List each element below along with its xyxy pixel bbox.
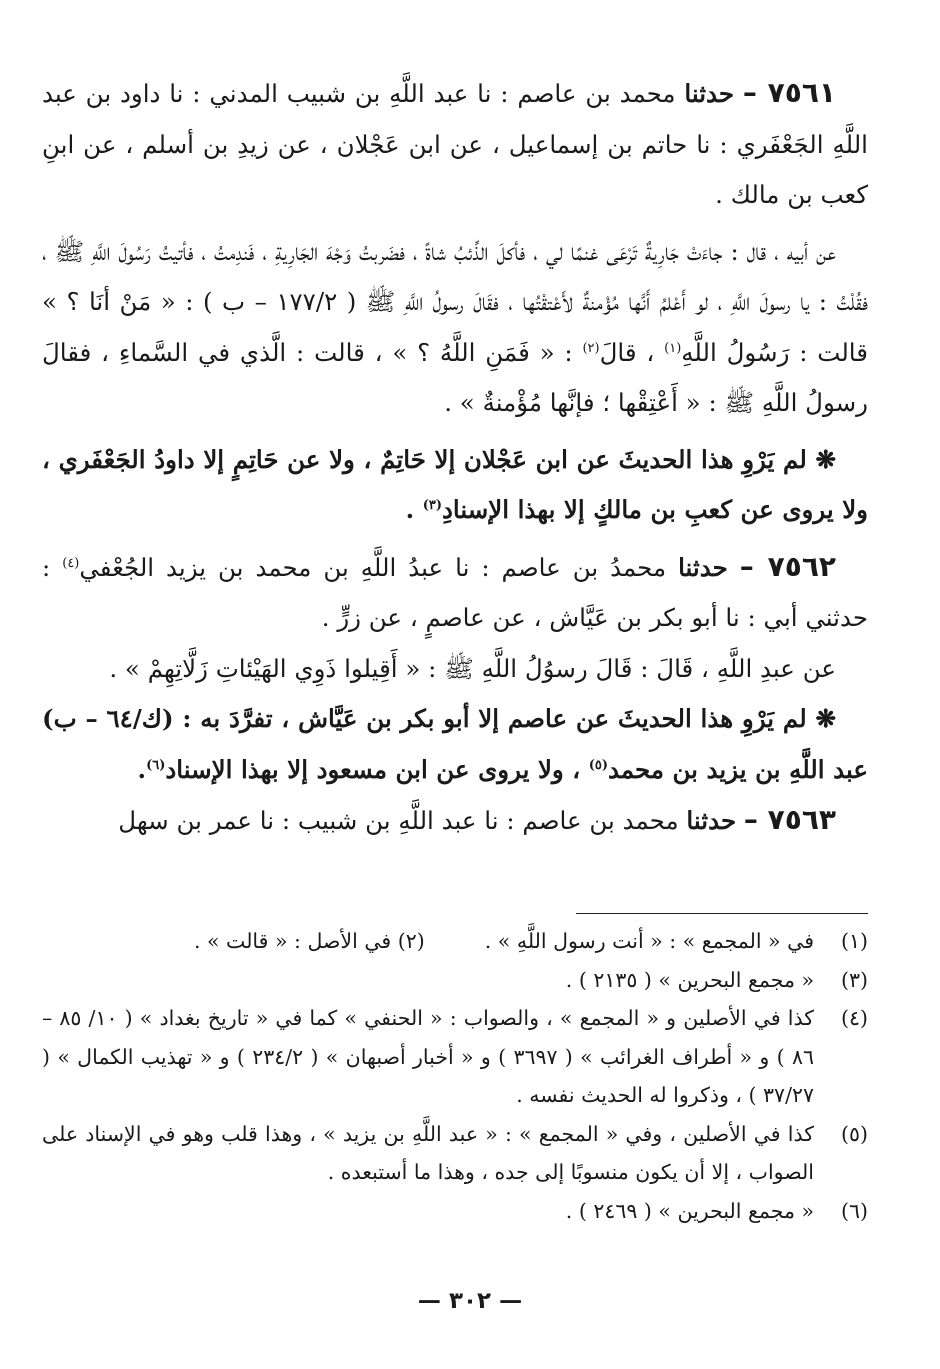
hadith-7562-isnad xyxy=(42,542,868,644)
footnote-separator xyxy=(576,913,868,914)
footnote-ref[interactable]: (٤) xyxy=(62,555,80,571)
hadith-lead: حدثنا xyxy=(686,806,737,835)
matn-text: عن عبدِ اللَّهِ ، قَالَ : قَالَ رسوُلُ اللَّهِ ﷺ : « أَقِيلوا ذَوِي الهَيْئاتِ زَلَّاتِهِمْ » . xyxy=(109,653,836,683)
footnote-number: (٥) xyxy=(840,1121,868,1146)
hadith-lead: حدثنا xyxy=(678,552,728,582)
footnotes xyxy=(42,922,868,1230)
hadith-isnad-text: محمدُ بن عاصم : نا عبدُ اللَّهِ بن محمد بن يزيد الجُعْفي xyxy=(79,552,667,582)
footnote-4 xyxy=(42,999,868,1115)
hadith-7562-matn xyxy=(42,644,868,695)
matn-text: ، قالَ xyxy=(599,337,655,367)
comment-text: ، ولا يروى عن ابن مسعود إلا بهذا الإسناد xyxy=(165,754,581,784)
footnote-ref[interactable]: (٣) xyxy=(422,497,442,513)
star-icon: ❋ xyxy=(815,704,837,733)
footnote-ref[interactable]: (١) xyxy=(664,340,682,356)
footnote-text: كذا في الأصلين و « المجمع » ، والصواب : « الحنفي » كما في « تاريخ بغداد » ( ١٠/ ٨٥ – ٨٦ ) و « أطراف الغرائب » ( ٣٦٩٧ ) و « أخبار أصبهان » ( ٢٣٤/٢ ) و « تهذيب الكمال » ( ٣٧/٢٧ ) ، وذكروا له الحديث نفسه . xyxy=(42,1006,814,1107)
comment-text: لم يَرْوِ هذا الحديثَ عن عاصم إلا أبو بكر بن عَيَّاش ، تفرَّدَ به : (ك/٦٤ – ب) عبد اللَّهِ بن يزيد بن محمد xyxy=(42,704,868,784)
footnote-text: « مجمع البحرين » ( ٢٤٦٩ ) . xyxy=(565,1198,814,1223)
comment-end: . xyxy=(405,495,415,524)
hadith-number: ٧٥٦٢ – xyxy=(739,549,837,583)
footnote-number: (٢) xyxy=(397,929,425,953)
comment-text: لم يَرْوِ هذا الحديثَ عن ابن عَجْلان إلا حَاتِمٌ ، ولا عن حَاتِمٍ إلا داودُ الجَعْفَري ، ولا يروى عن كعبِ بن مالكٍ إلا بهذا الإسنادِ xyxy=(42,444,868,524)
footnote-number: (٤) xyxy=(840,1006,868,1030)
comment-end: . xyxy=(137,754,147,784)
hadith-7561-comment xyxy=(42,435,868,536)
footnote-3 xyxy=(42,961,868,1000)
footnote-2 xyxy=(194,922,425,961)
footnote-number: (١) xyxy=(840,929,868,953)
matn-text: عن أبيه ، قال : جاءَتْ جَارِيةٌ تَرْعَى غنمًا لي ، فأكلَ الذِّئبُ شاةً ، فضَربتُ وَجْهَ الجَارِيةِ ، فَندِمتُ ، فأتيتُ رَسُولَ اللَّهِ ﷺ ، فقُلْتُ : يا رسولَ اللَّهِ ، لو أَعْلمُ أَنَّها مُؤْمنةٌ لأَعْتقْتُها ، فقَالَ رسولُ اللَّهِ ﷺ ( ١٧٧/٢ – ب ) : « مَنْ أنَا ؟ » قالت : رَسُولُ اللَّهِ xyxy=(42,236,868,367)
hadith-isnad-text: محمد بن عاصم : نا عبد اللَّهِ بن شبيب المدني : نا داود بن عبد اللَّهِ الجَعْفَري : نا حاتم بن إسماعيل ، عن ابن عَجْلان ، عن زيدِ بن أسلم ، عن ابنِ كعب بن مالك . xyxy=(42,79,868,209)
footnote-ref[interactable]: (٢) xyxy=(582,340,600,356)
hadith-isnad-text: محمد بن عاصم : نا عبد اللَّهِ بن شبيب : نا عمر بن سهل xyxy=(118,806,679,835)
hadith-7561-isnad xyxy=(42,68,868,221)
main-text xyxy=(42,68,868,847)
hadith-7562-comment xyxy=(42,694,868,795)
matn-text: : « فَمَنِ اللَّهُ ؟ » ، قالت : الَّذي في السَّماءِ ، فقالَ رسولُ اللَّهِ ﷺ : « أَعْتِقْها ؛ فإنَّها مُؤْمنةٌ » . xyxy=(42,337,868,417)
footnote-number: (٣) xyxy=(840,967,868,992)
footnote-1-text: في « المجمع » : « أنت رسول اللَّهِ » . xyxy=(484,929,814,953)
star-icon: ❋ xyxy=(815,444,837,474)
page-number: — ٣٠٢ — xyxy=(417,1288,523,1314)
footnote-ref[interactable]: (٥) xyxy=(588,757,609,773)
hadith-lead: حدثنا xyxy=(684,79,735,108)
footnote-6 xyxy=(42,1192,868,1231)
hadith-7563-isnad xyxy=(42,795,868,847)
footnote-text: « مجمع البحرين » ( ٢١٣٥ ) . xyxy=(565,967,814,992)
footnote-ref[interactable]: (٦) xyxy=(146,757,166,773)
hadith-number: ٧٥٦١ – xyxy=(742,76,837,109)
footnote-number: (٦) xyxy=(840,1198,868,1223)
hadith-number: ٧٥٦٣ – xyxy=(743,803,836,836)
footnote-1-2 xyxy=(42,922,868,961)
footnote-5 xyxy=(42,1115,868,1192)
hadith-7561-matn xyxy=(42,227,868,429)
hadith-isnad-text: : حدثني أبي : نا أبو بكر بن عَيَّاش ، عن عاصمٍ ، عن زرٍّ . xyxy=(42,552,868,632)
footnote-text xyxy=(42,922,814,961)
footnote-text: كذا في الأصلين ، وفي « المجمع » : « عبد اللَّهِ بن يزيد » ، وهذا قلب وهو في الإسناد على الصواب ، إلا أن يكون منسوبًا إلى جده ، وهذا ما أستبعده . xyxy=(42,1121,814,1184)
footnote-2-text: في الأصل : « قالت » . xyxy=(193,929,392,953)
